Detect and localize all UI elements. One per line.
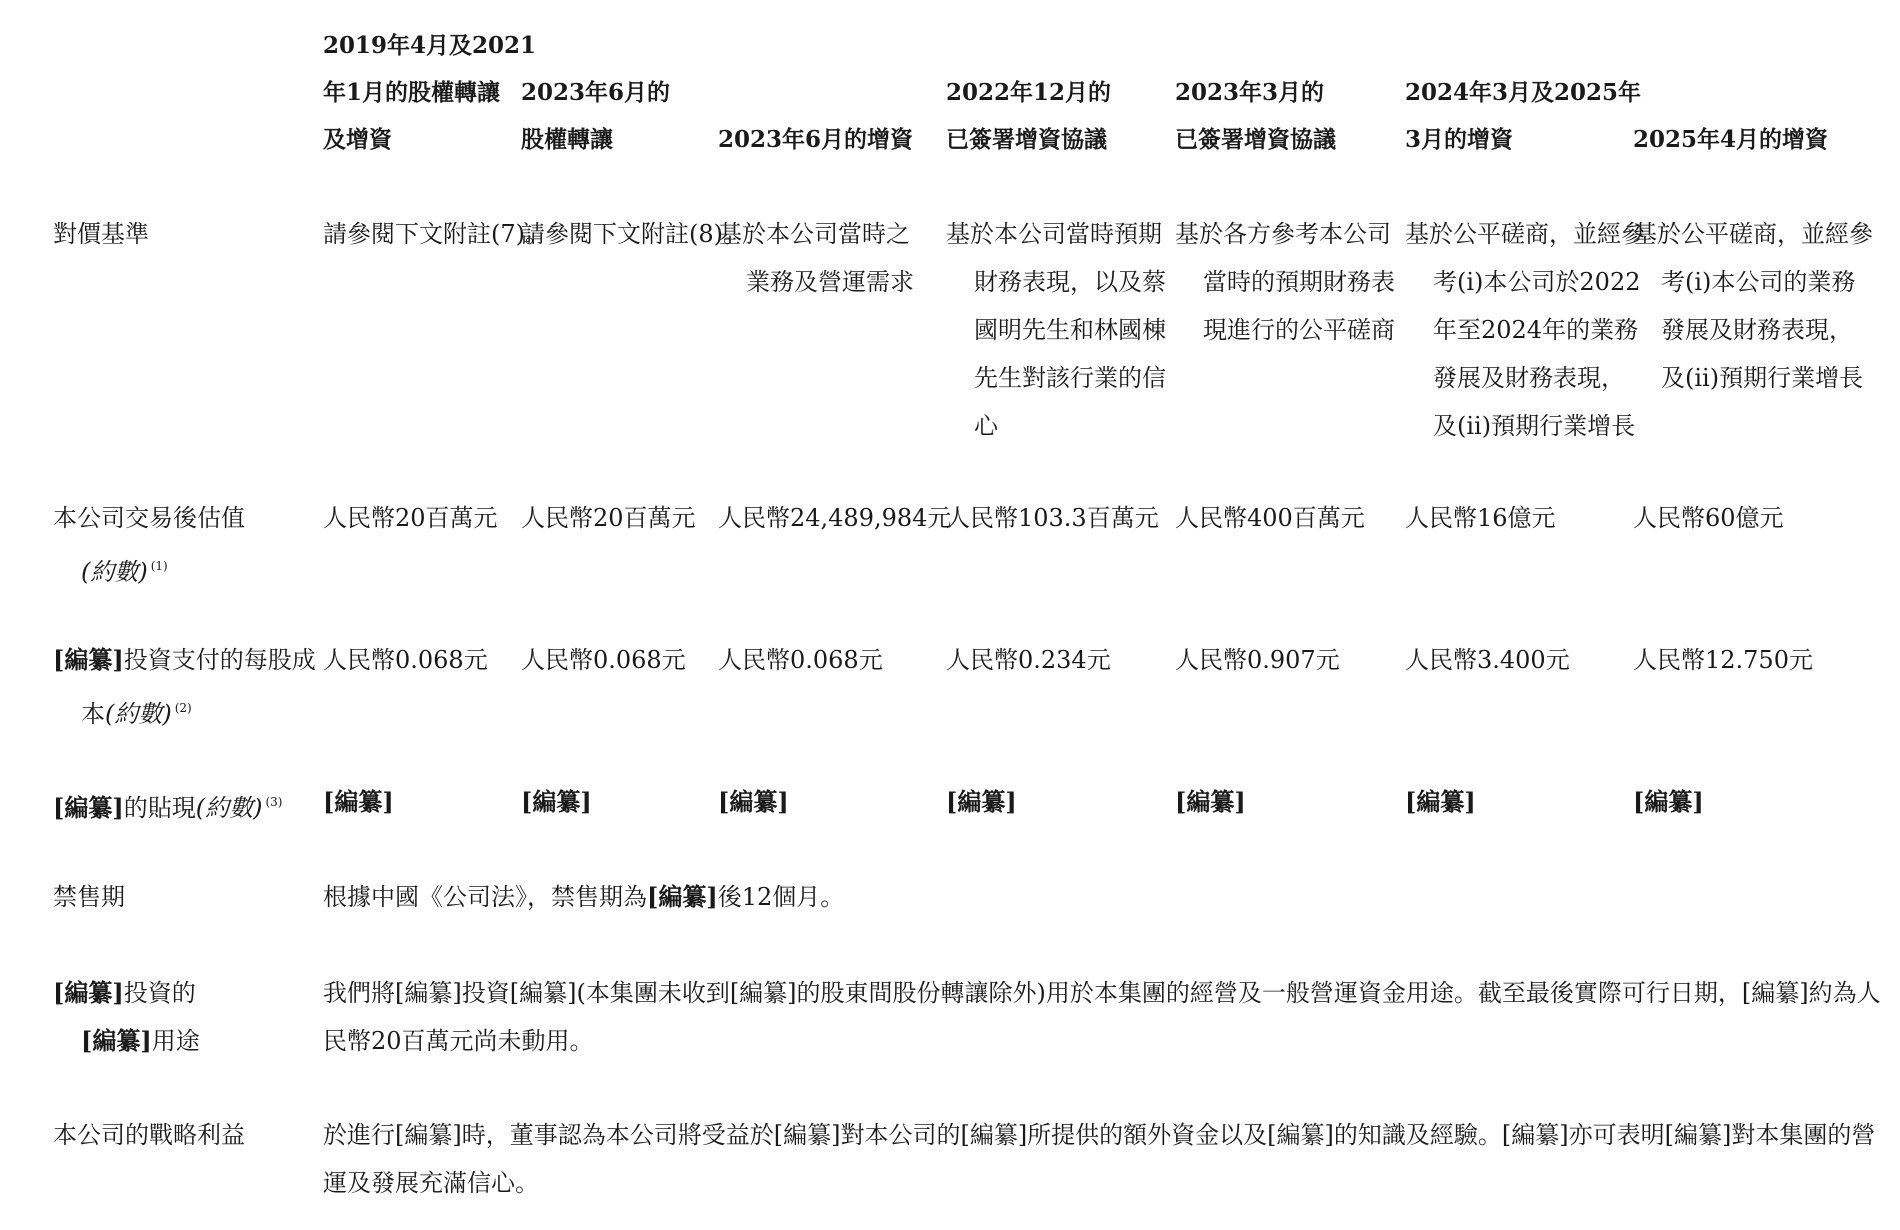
cost-cell-5: 人民幣0.907元 xyxy=(1175,646,1340,674)
column-header-5: 2023年3月的 已簽署增資協議 xyxy=(1175,79,1336,153)
row-label-cost: [編纂]投資支付的每股成 本(約數) $^{(2)}$ xyxy=(53,645,316,728)
cost-cell-1: 人民幣0.068元 xyxy=(323,646,488,674)
basis-cell-7: 基於公平磋商，並經參 考(i)本公司的業務 發展及財務表現， 及(ii)預期行業增長 xyxy=(1633,220,1873,392)
valuation-cell-6: 人民幣16億元 xyxy=(1405,504,1556,532)
column-header-4: 2022年12月的 已簽署增資協議 xyxy=(946,79,1112,153)
use-text: 我們將[編纂]投資[編纂](本集團未收到[編纂]的股東間股份轉讓除外)用於本集團的經營及一般營運資金用途。截至最後實際可行日期，[編纂]約為人 民幣20百萬元尚未動用。 xyxy=(323,979,1881,1055)
column-header-6: 2024年3月及2025年 3月的增資 xyxy=(1405,79,1642,153)
column-header-7: 2025年4月的增資 xyxy=(1633,126,1829,153)
valuation-cell-1: 人民幣20百萬元 xyxy=(323,504,498,532)
cost-cell-4: 人民幣0.234元 xyxy=(946,646,1111,674)
discount-cell-1: [編纂] xyxy=(323,787,394,816)
basis-cell-4: 基於本公司當時預期 財務表現，以及蔡 國明先生和林國棟 先生對該行業的信 心 xyxy=(946,220,1166,440)
basis-cell-3: 基於本公司當時之 業務及營運需求 xyxy=(718,220,914,296)
discount-cell-7: [編纂] xyxy=(1633,787,1704,816)
discount-cell-6: [編纂] xyxy=(1405,787,1476,816)
row-label-basis: 對價基準 xyxy=(53,220,149,248)
basis-cell-2: 請參閱下文附註(8)。 xyxy=(521,220,747,248)
row-label-discount: [編纂]的貼現(約數) $^{(3)}$ xyxy=(53,793,283,822)
valuation-cell-2: 人民幣20百萬元 xyxy=(521,504,696,532)
row-label-valuation: 本公司交易後估值 (約數) $^{(1)}$ xyxy=(53,504,245,586)
cost-cell-2: 人民幣0.068元 xyxy=(521,646,686,674)
cost-cell-6: 人民幣3.400元 xyxy=(1405,646,1570,674)
discount-cell-5: [編纂] xyxy=(1175,787,1246,816)
valuation-cell-7: 人民幣60億元 xyxy=(1633,504,1784,532)
row-label-lockup: 禁售期 xyxy=(53,883,125,911)
column-header-3: 2023年6月的增資 xyxy=(718,126,914,153)
cost-cell-7: 人民幣12.750元 xyxy=(1633,646,1813,674)
basis-cell-6: 基於公平磋商，並經參 考(i)本公司於2022 年至2024年的業務 發展及財務表現， 及(ii)預期行業增長 xyxy=(1405,220,1645,440)
valuation-cell-5: 人民幣400百萬元 xyxy=(1175,504,1365,532)
column-header-1: 2019年4月及2021 年1月的股權轉讓 及增資 xyxy=(323,32,537,153)
discount-cell-4: [編纂] xyxy=(946,787,1017,816)
row-label-strategic: 本公司的戰略利益 xyxy=(53,1121,245,1149)
valuation-cell-3: 人民幣24,489,984元 xyxy=(718,504,952,532)
cost-cell-3: 人民幣0.068元 xyxy=(718,646,883,674)
discount-cell-3: [編纂] xyxy=(718,787,789,816)
basis-cell-5: 基於各方參考本公司 當時的預期財務表 現進行的公平磋商 xyxy=(1175,220,1395,344)
valuation-cell-4: 人民幣103.3百萬元 xyxy=(946,504,1159,532)
strategic-text: 於進行[編纂]時，董事認為本公司將受益於[編纂]對本公司的[編纂]所提供的額外資金以及[編纂]的知識及經驗。[編纂]亦可表明[編纂]對本集團的營 運及發展充滿信心。 xyxy=(323,1121,1876,1197)
row-label-use: [編纂]投資的 [編纂]用途 xyxy=(53,978,200,1055)
lockup-text: 根據中國《公司法》，禁售期為[編纂]後12個月。 xyxy=(323,882,845,911)
discount-cell-2: [編纂] xyxy=(521,787,592,816)
basis-cell-1: 請參閱下文附註(7)。 xyxy=(323,220,549,248)
column-header-2: 2023年6月的 股權轉讓 xyxy=(521,79,671,153)
